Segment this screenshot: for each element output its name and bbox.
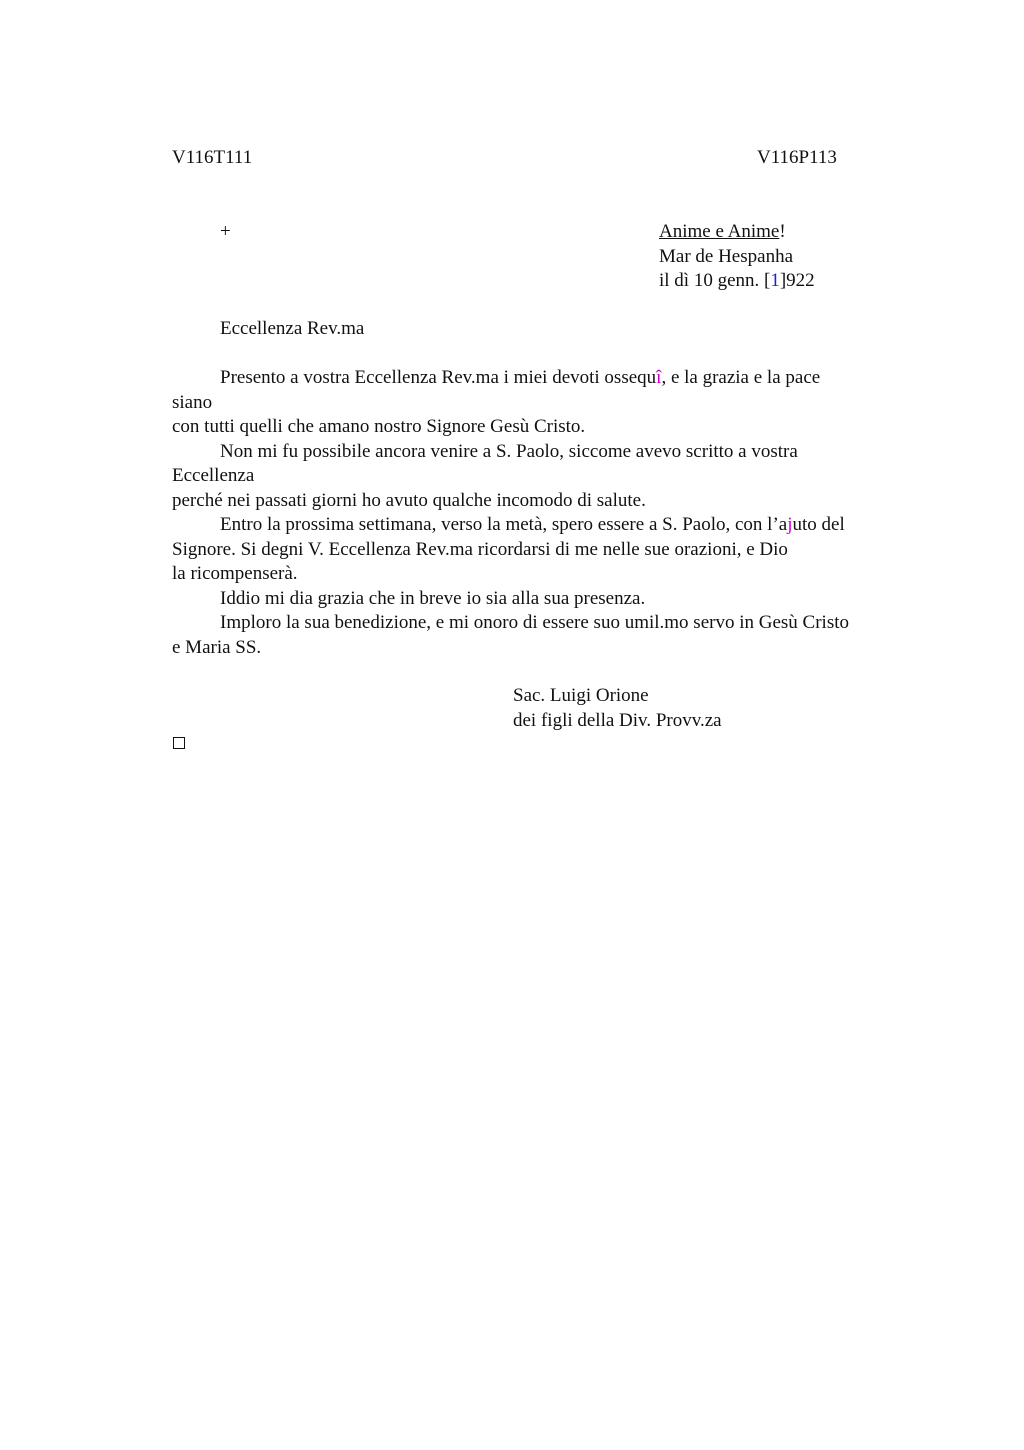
date-suffix: ]922 bbox=[779, 270, 815, 291]
body-line: e Maria SS. bbox=[172, 636, 262, 658]
text-run: uto del bbox=[792, 514, 845, 535]
date bbox=[659, 269, 815, 294]
place: Mar de Hespanha bbox=[659, 245, 794, 267]
text-run: Entro la prossima settimana, verso la metà, spero essere a S. Paolo, con l’a bbox=[220, 514, 788, 535]
signature-name: Sac. Luigi Orione bbox=[513, 685, 649, 706]
body-line: Non mi fu possibile ancora venire a S. Paolo, siccome avevo scritto a vostra bbox=[220, 440, 798, 462]
editorial-mark: î bbox=[656, 367, 662, 388]
body-line: siano bbox=[172, 391, 213, 413]
body-line: Signore. Si degni V. Eccellenza Rev.ma ricordarsi di me nelle sue orazioni, e Dio bbox=[172, 538, 788, 560]
body-line bbox=[172, 366, 902, 391]
body-line bbox=[172, 513, 902, 538]
letter-body bbox=[172, 366, 902, 660]
body-line: Eccellenza bbox=[172, 465, 255, 486]
salutation: Eccellenza Rev.ma bbox=[220, 318, 365, 339]
body-line: la ricompenserà. bbox=[172, 563, 298, 584]
body-line: perché nei passati giorni ho avuto qualche incomodo di salute. bbox=[172, 489, 646, 511]
motto bbox=[659, 220, 815, 245]
body-line: Imploro la sua benedizione, e mi onoro di essere suo umil.mo servo in Gesù Cristo bbox=[220, 612, 849, 633]
body-line: Iddio mi dia grazia che in breve io sia alla sua presenza. bbox=[220, 587, 646, 609]
signature-title: dei figli della Div. Provv.za bbox=[513, 709, 722, 731]
body-line: con tutti quelli che amano nostro Signore Gesù Cristo. bbox=[172, 416, 586, 437]
letter-heading bbox=[659, 220, 815, 294]
signature-block bbox=[513, 684, 722, 733]
date-prefix: il dì 10 genn. [ bbox=[659, 270, 771, 291]
motto-exclamation: ! bbox=[779, 221, 786, 242]
cross-symbol: + bbox=[220, 221, 231, 242]
end-marker-box-icon bbox=[173, 737, 185, 749]
date-editorial-digit: 1 bbox=[770, 270, 780, 291]
editorial-mark: j bbox=[787, 514, 793, 535]
text-run: Presento a vostra Eccellenza Rev.ma i miei devoti ossequ bbox=[220, 367, 657, 388]
document-reference-right: V116P113 bbox=[757, 147, 837, 168]
document-reference-left: V116T111 bbox=[172, 147, 253, 168]
motto-underlined: Anime e Anime bbox=[659, 221, 780, 242]
text-run: , e la grazia e la pace bbox=[661, 367, 821, 388]
